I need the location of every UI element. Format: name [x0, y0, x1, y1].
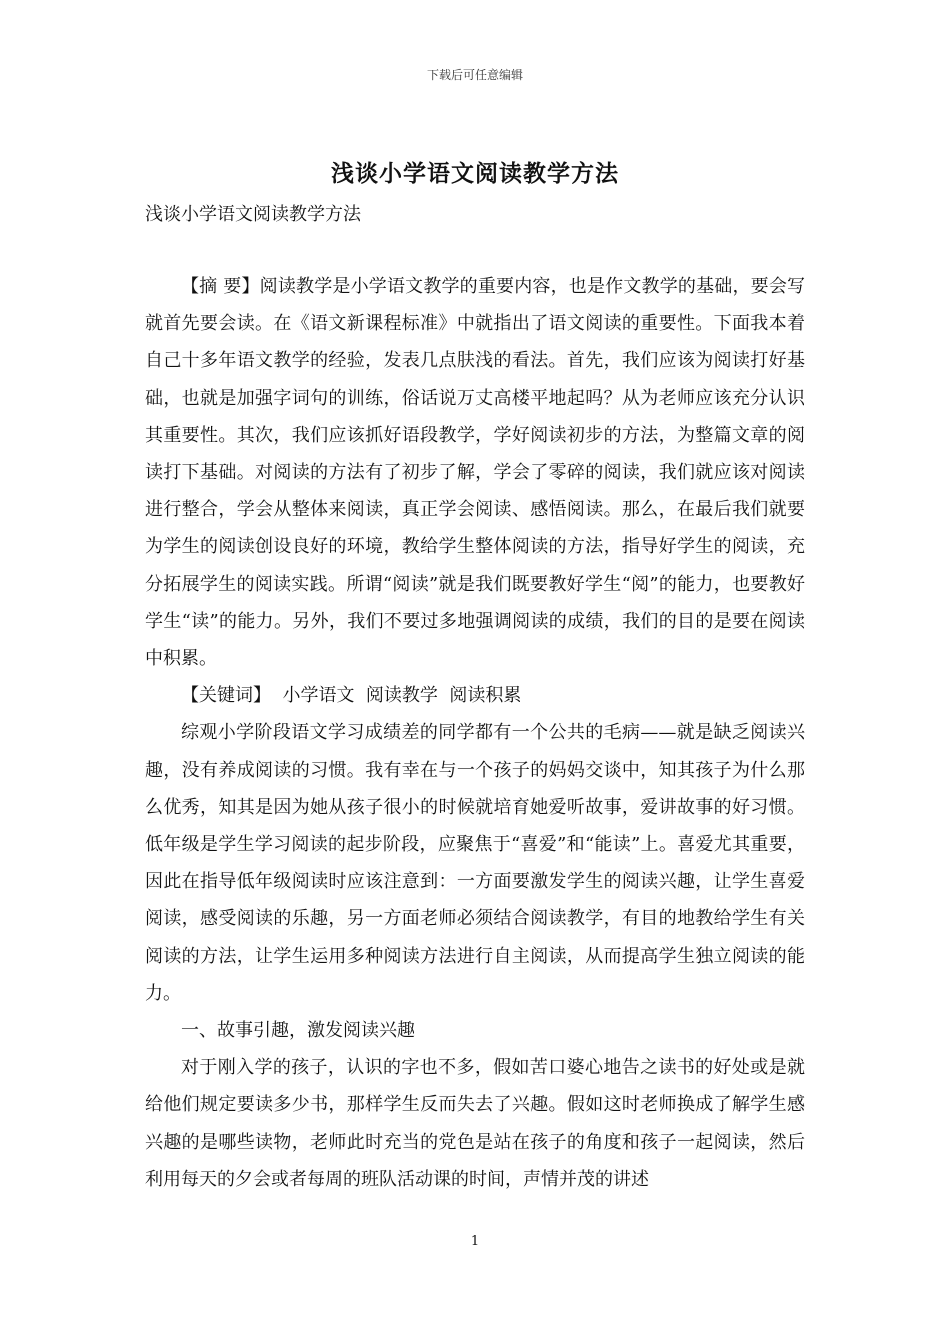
- abstract-label: 【摘 要】: [181, 276, 260, 297]
- abstract-text: 阅读教学是小学语文教学的重要内容，也是作文教学的基础，要会写就首先要会读。在《语文新课程标准》中就指出了语文阅读的重要性。下面我本着自己十多年语文教学的经验，发表几点肤浅的看法。首先，我们应该为阅读打好基础，也就是加强字词句的训练，俗话说万丈高楼平地起吗？从为老师应该充分认识其重要性。其次，我们应该抓好语段教学，学好阅读初步的方法，为整篇文章的阅读打下基础。对阅读的方法有了初步了解，学会了零碎的阅读，我们就应该对阅读进行整合，学会从整体来阅读，真正学会阅读、感悟阅读。那么，在最后我们就要为学生的阅读创设良好的环境，教给学生整体阅读的方法，指导好学生的阅读，充分拓展学生的阅读实践。所谓“阅读”就是我们既要教好学生“阅”的能力，也要教好学生“读”的能力。另外，我们不要过多地强调阅读的成绩，我们的目的是要在阅读中积累。: [145, 276, 805, 670]
- section-heading-1: 一、故事引趣，激发阅读兴趣: [181, 1020, 415, 1042]
- document-body: [145, 268, 805, 1198]
- document-subtitle: 浅谈小学语文阅读教学方法: [145, 204, 361, 225]
- document-title: 浅谈小学语文阅读教学方法: [331, 160, 619, 187]
- abstract-paragraph: [145, 268, 805, 677]
- body-paragraph-1: 综观小学阶段语文学习成绩差的同学都有一个公共的毛病——就是缺乏阅读兴趣，没有养成阅读的习惯。我有幸在与一个孩子的妈妈交谈中，知其孩子为什么那么优秀，知其是因为她从孩子很小的时候就培育她爱听故事，爱讲故事的好习惯。低年级是学生学习阅读的起步阶段，应聚焦于“喜爱”和“能读”上。喜爱尤其重要，因此在指导低年级阅读时应该注意到：一方面要激发学生的阅读兴趣，让学生喜爱阅读，感受阅读的乐趣，另一方面老师必须结合阅读教学，有目的地教给学生有关阅读的方法，让学生运用多种阅读方法进行自主阅读，从而提高学生独立阅读的能力。: [145, 722, 805, 1004]
- keywords-label: 【关键词】: [181, 685, 271, 707]
- keywords-text: 小学语文 阅读教学 阅读积累: [271, 685, 522, 707]
- header-note: 下载后可任意编辑: [426, 68, 523, 82]
- page-number: 1: [470, 1234, 480, 1249]
- body-paragraph-2: 对于刚入学的孩子，认识的字也不多，假如苦口婆心地告之读书的好处或是就给他们规定要读多少书，那样学生反而失去了兴趣。假如这时老师换成了解学生感兴趣的是哪些读物，老师此时充当的党色是站在孩子的角度和孩子一起阅读，然后利用每天的夕会或者每周的班队活动课的时间，声情并茂的讲述: [145, 1057, 805, 1190]
- keywords-line: [145, 677, 805, 714]
